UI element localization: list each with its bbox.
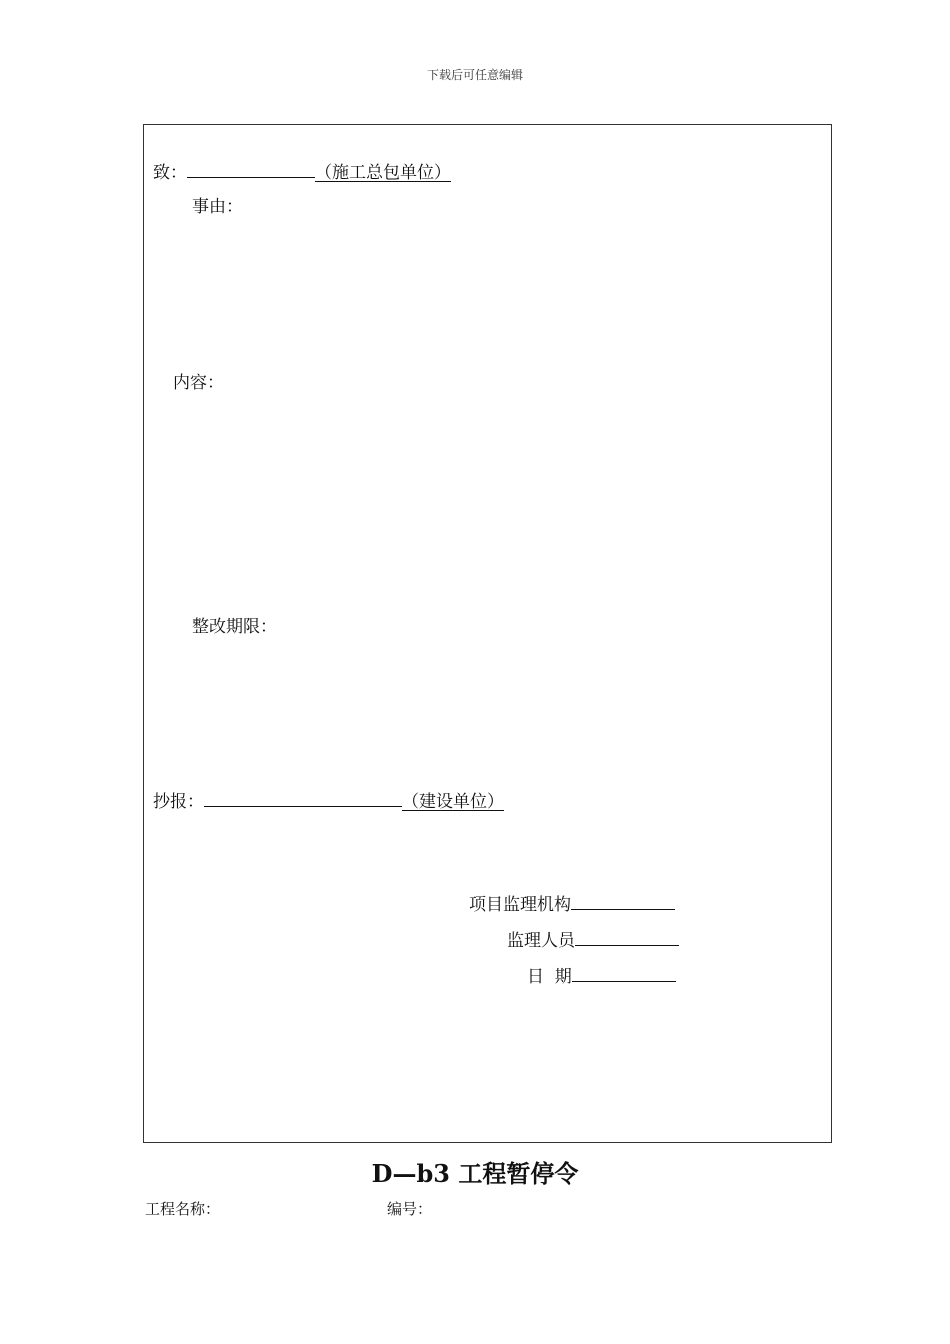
content-label: 内容： — [173, 373, 224, 393]
cc-suffix: （建设单位） — [402, 792, 504, 812]
cc-line — [153, 788, 504, 813]
to-blank[interactable] — [187, 159, 315, 178]
to-suffix: （施工总包单位） — [315, 163, 451, 183]
supervisor-blank[interactable] — [575, 927, 679, 946]
supervisor-label: 监理人员 — [507, 931, 575, 951]
header-note: 下载后可任意编辑 — [426, 68, 523, 82]
project-name-label: 工程名称： — [145, 1200, 221, 1218]
reason-label: 事由： — [192, 197, 243, 217]
cc-label: 抄报： — [153, 792, 204, 812]
date-label: 日 期 — [527, 967, 572, 987]
date-line — [527, 963, 676, 988]
number-label: 编号： — [387, 1200, 433, 1218]
supervisor-line — [507, 927, 679, 952]
to-line — [153, 159, 451, 184]
to-label: 致： — [153, 163, 187, 183]
form-box — [143, 124, 832, 1143]
cc-blank[interactable] — [204, 788, 402, 807]
date-blank[interactable] — [572, 963, 676, 982]
deadline-label: 整改期限： — [192, 617, 277, 637]
document-title: D—b3 工程暂停令 — [371, 1159, 579, 1188]
supervision-org-label: 项目监理机构 — [469, 895, 571, 915]
supervision-org-blank[interactable] — [571, 891, 675, 910]
supervision-org-line — [469, 891, 675, 916]
